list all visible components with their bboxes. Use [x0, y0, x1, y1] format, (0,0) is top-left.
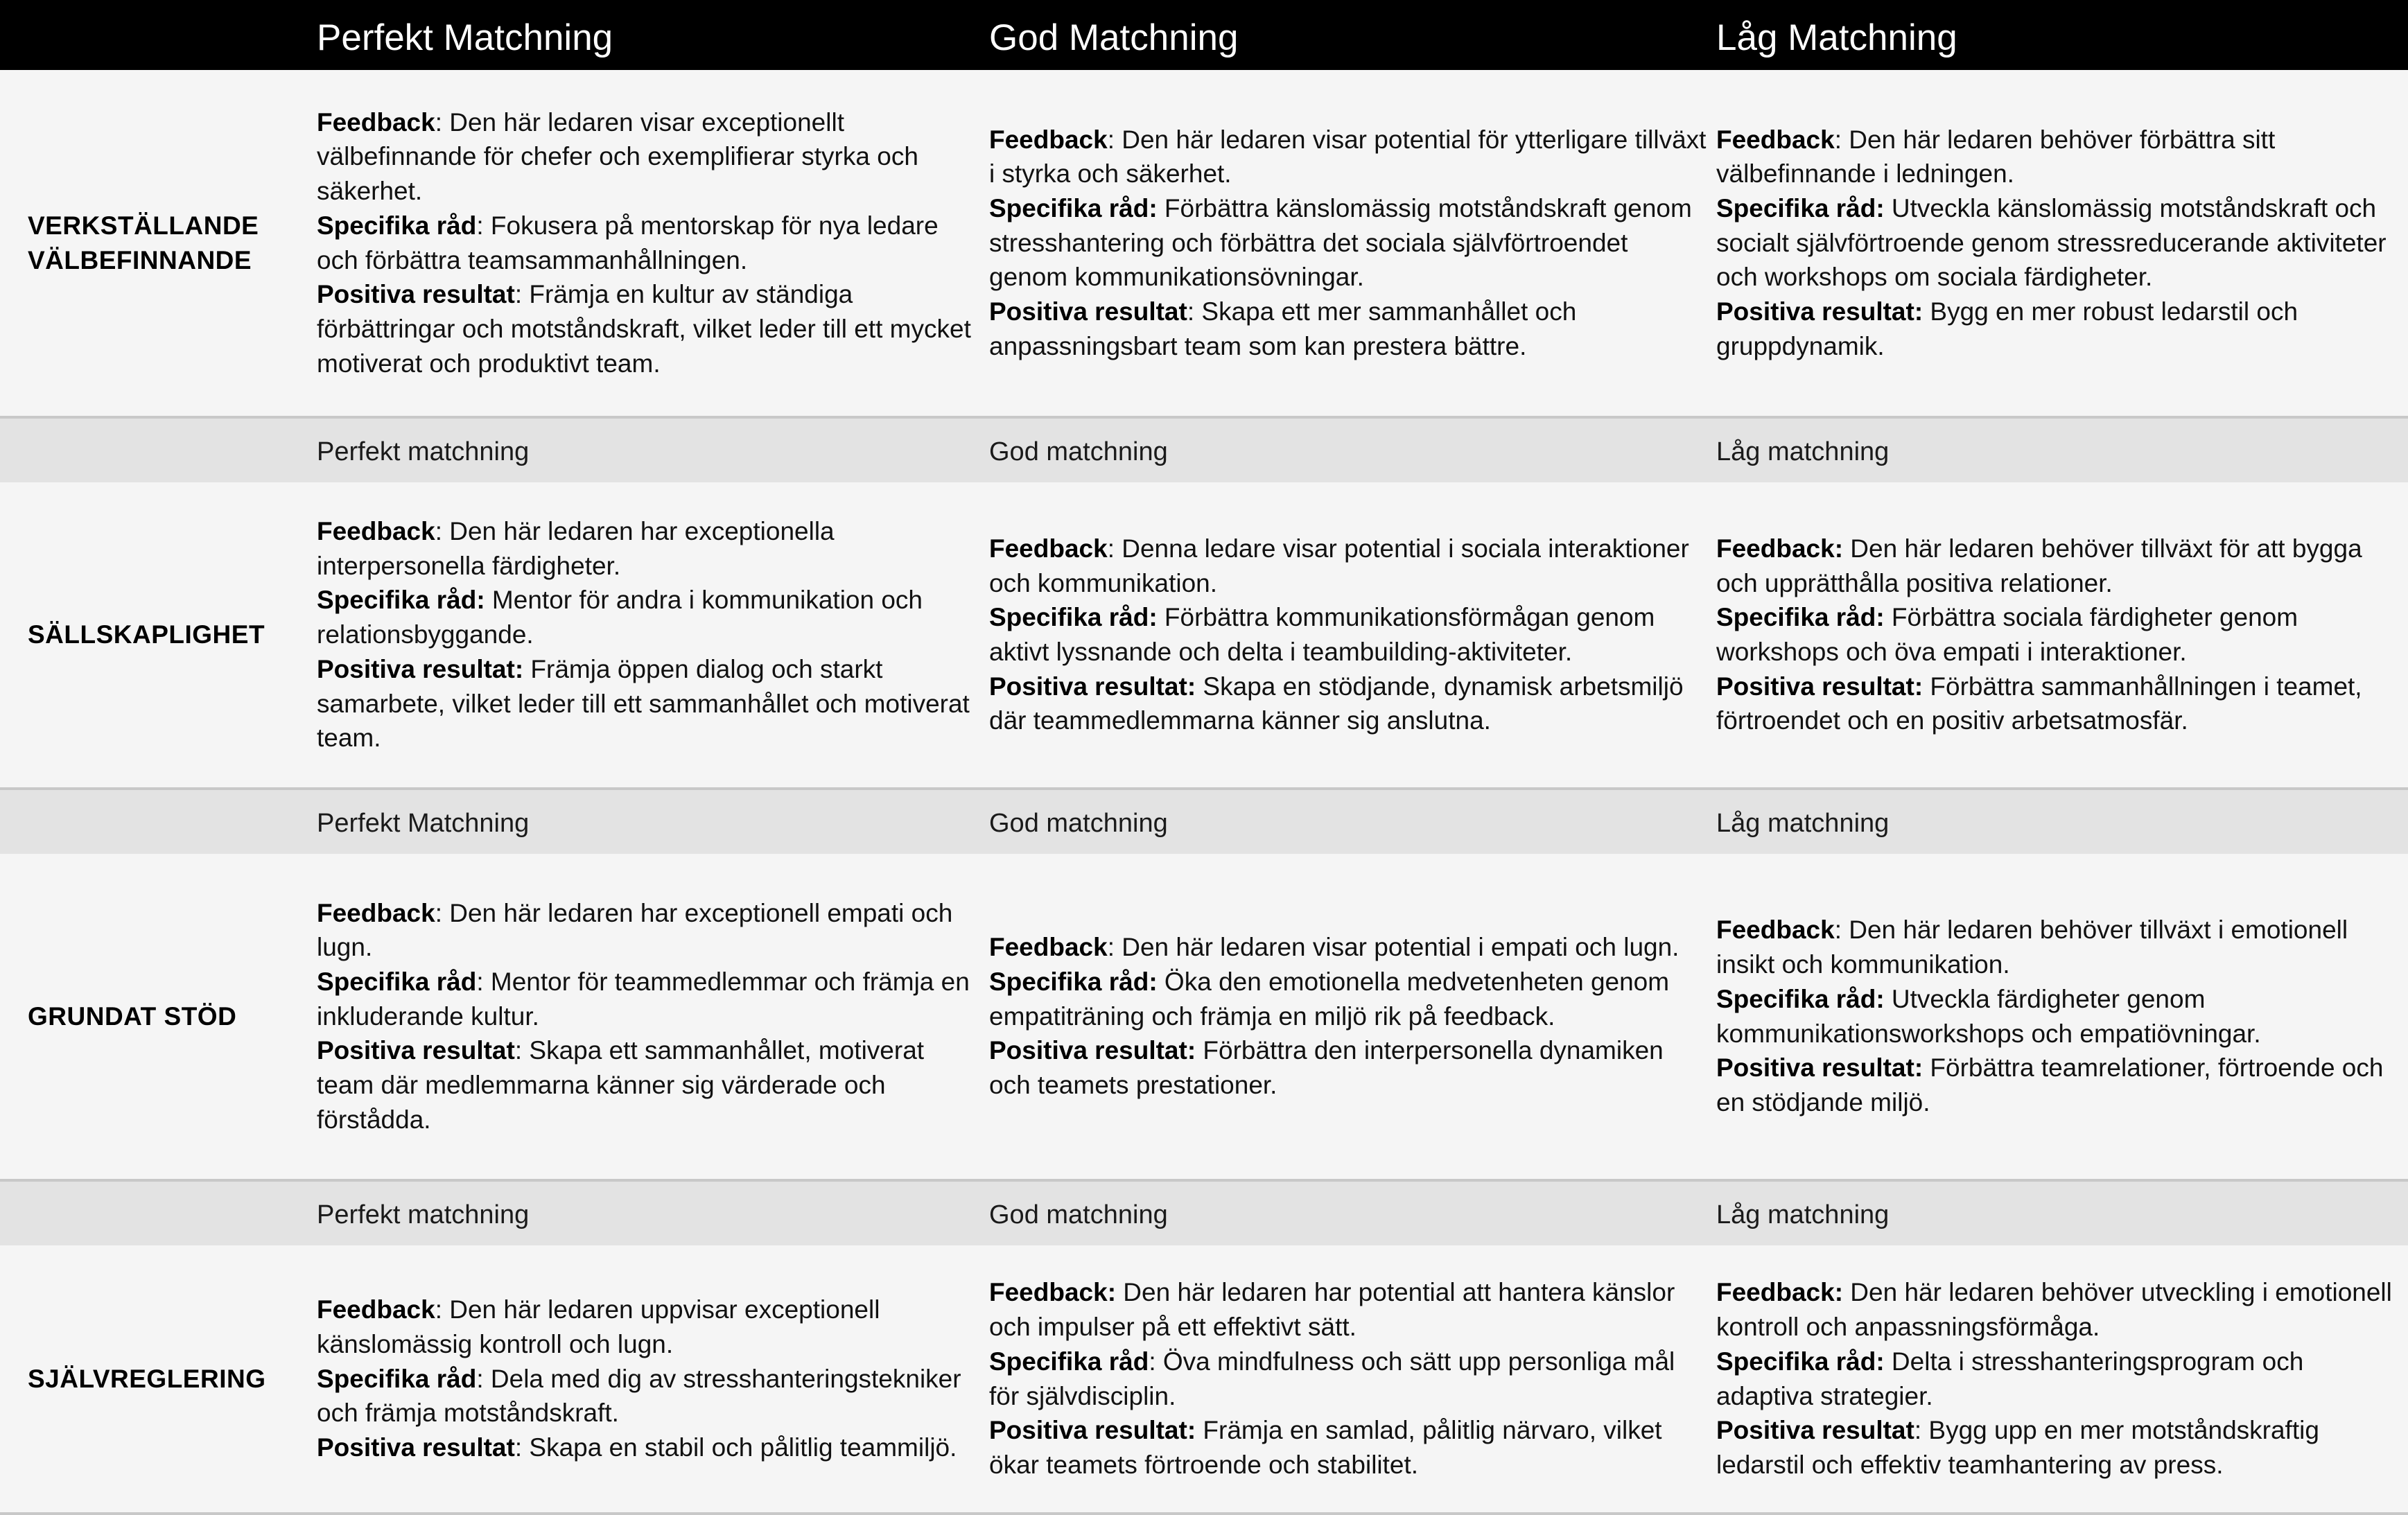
cell-low-match: Feedback: Den här ledaren behöver utveckling i emotionell kontroll och anpassningsförmåga. Specifika råd: Delta i stresshanteringsprogram och adaptiva strategier. Positiva resultat: Bygg upp en mer motståndskraftig ledarstil och effektiv teamhantering av press.: [1716, 1278, 2392, 1479]
table-header: [0, 0, 2408, 70]
cell-perfect-match: Feedback: Den här ledaren har exceptionell empati och lugn. Specifika råd: Mentor för teammedlemmar och främja en inkluderande kultur. Positiva resultat: Skapa ett sammanhållet, motiverat team där medlemmarna känner sig värderade och förstådda.: [317, 898, 970, 1134]
cell-perfect-match: Feedback: Den här ledaren visar exceptionellt välbefinnande för chefer och exemplifierar styrka och säkerhet. Specifika råd: Fokusera på mentorskap för nya ledare och förbättra teamsammanhållningen. Positiva resultat: Främja en kultur av ständiga förbättringar och motståndskraft, vilket leder till ett mycket motiverat och produktivt team.: [317, 107, 971, 378]
cell-low-match: Feedback: Den här ledaren behöver förbättra sitt välbefinnande i ledningen. Specifika råd: Utveckla känslomässig motståndskraft och socialt självförtroende genom stressreducerande aktiviteter och workshops om sociala färdigheter. Positiva resultat: Bygg en mer robust ledarstil och gruppdynamik.: [1716, 125, 2387, 360]
subheader-good-match: God matchning: [989, 1200, 1168, 1229]
row-label-executive-wellbeing: VERKSTÄLLANDE VÄLBEFINNANDE: [28, 211, 259, 274]
subheader-good-match: God matchning: [989, 809, 1168, 838]
subheader-good-match: God matchning: [989, 437, 1168, 466]
subheader-perfect-match: Perfekt Matchning: [317, 809, 530, 838]
header-perfect-match: Perfekt Matchning: [317, 17, 613, 58]
row-label-grounded-support: GRUNDAT STÖD: [28, 1001, 237, 1031]
cell-good-match: Feedback: Den här ledaren visar potential i empati och lugn. Specifika råd: Öka den emotionella medvetenheten genom empatiträning och främja en miljö rik på feedback. Positiva resultat: Förbättra den interpersonella dynamiken och teamets prestationer.: [989, 933, 1680, 1100]
subheader-perfect-match: Perfekt matchning: [317, 437, 530, 466]
row-label-sociability: SÄLLSKAPLIGHET: [28, 620, 265, 649]
table-bottom-border: [0, 1512, 2408, 1515]
row-label-self-regulation: SJÄLVREGLERING: [28, 1364, 266, 1393]
row-subheader: [0, 416, 2408, 482]
cell-good-match: Feedback: Den här ledaren har potential att hantera känslor och impulser på ett effektivt sätt. Specifika råd: Öva mindfulness och sätt upp personliga mål för självdisciplin. Positiva resultat: Främja en samlad, pålitlig närvaro, vilket ökar teamets förtroende och stabilitet.: [989, 1278, 1675, 1479]
row-subheader: [0, 1179, 2408, 1245]
subheader-low-match: Låg matchning: [1716, 809, 1890, 838]
header-low-match: Låg Matchning: [1716, 17, 1957, 58]
cell-good-match: Feedback: Denna ledare visar potential i sociala interaktioner och kommunikation. Specifika råd: Förbättra kommunikationsförmågan genom aktivt lyssnande och delta i teambuilding-aktiviteter. Positiva resultat: Skapa en stödjande, dynamisk arbetsmiljö där teammedlemmarna känner sig anslutna.: [989, 534, 1689, 735]
cell-low-match: Feedback: Den här ledaren behöver tillväxt i emotionell insikt och kommunikation. Specifika råd: Utveckla färdigheter genom kommunikationsworkshops och empatiövningar. Positiva resultat: Förbättra teamrelationer, förtroende och en stödjande miljö.: [1716, 916, 2384, 1116]
cell-good-match: Feedback: Den här ledaren visar potential för ytterligare tillväxt i styrka och säkerhet. Specifika råd: Förbättra känslomässig motståndskraft genom stresshantering och förbättra det sociala självförtroendet genom kommunikationsövningar. Positiva resultat: Skapa ett mer sammanhållet och anpassningsbart team som kan prestera bättre.: [989, 125, 1707, 360]
cell-perfect-match: Feedback: Den här ledaren uppvisar exceptionell känslomässig kontroll och lugn. Specifika råd: Dela med dig av stresshanteringstekniker och främja motståndskraft. Positiva resultat: Skapa en stabil och pålitlig teammiljö.: [317, 1295, 961, 1462]
row-subheader: [0, 787, 2408, 854]
subheader-low-match: Låg matchning: [1716, 1200, 1890, 1229]
cell-low-match: Feedback: Den här ledaren behöver tillväxt för att bygga och upprätthålla positiva relationer. Specifika råd: Förbättra sociala färdigheter genom workshops och öva empati i interaktioner. Positiva resultat: Förbättra sammanhållningen i teamet, förtroendet och en positiv arbetsatmosfär.: [1716, 534, 2362, 735]
subheader-perfect-match: Perfekt matchning: [317, 1200, 530, 1229]
cell-perfect-match: Feedback: Den här ledaren har exceptionella interpersonella färdigheter. Specifika råd: Mentor för andra i kommunikation och relationsbyggande. Positiva resultat: Främja öppen dialog och starkt samarbete, vilket leder till ett sammanhållet och motiverat team.: [317, 517, 970, 753]
header-good-match: God Matchning: [989, 17, 1239, 58]
subheader-low-match: Låg matchning: [1716, 437, 1890, 466]
